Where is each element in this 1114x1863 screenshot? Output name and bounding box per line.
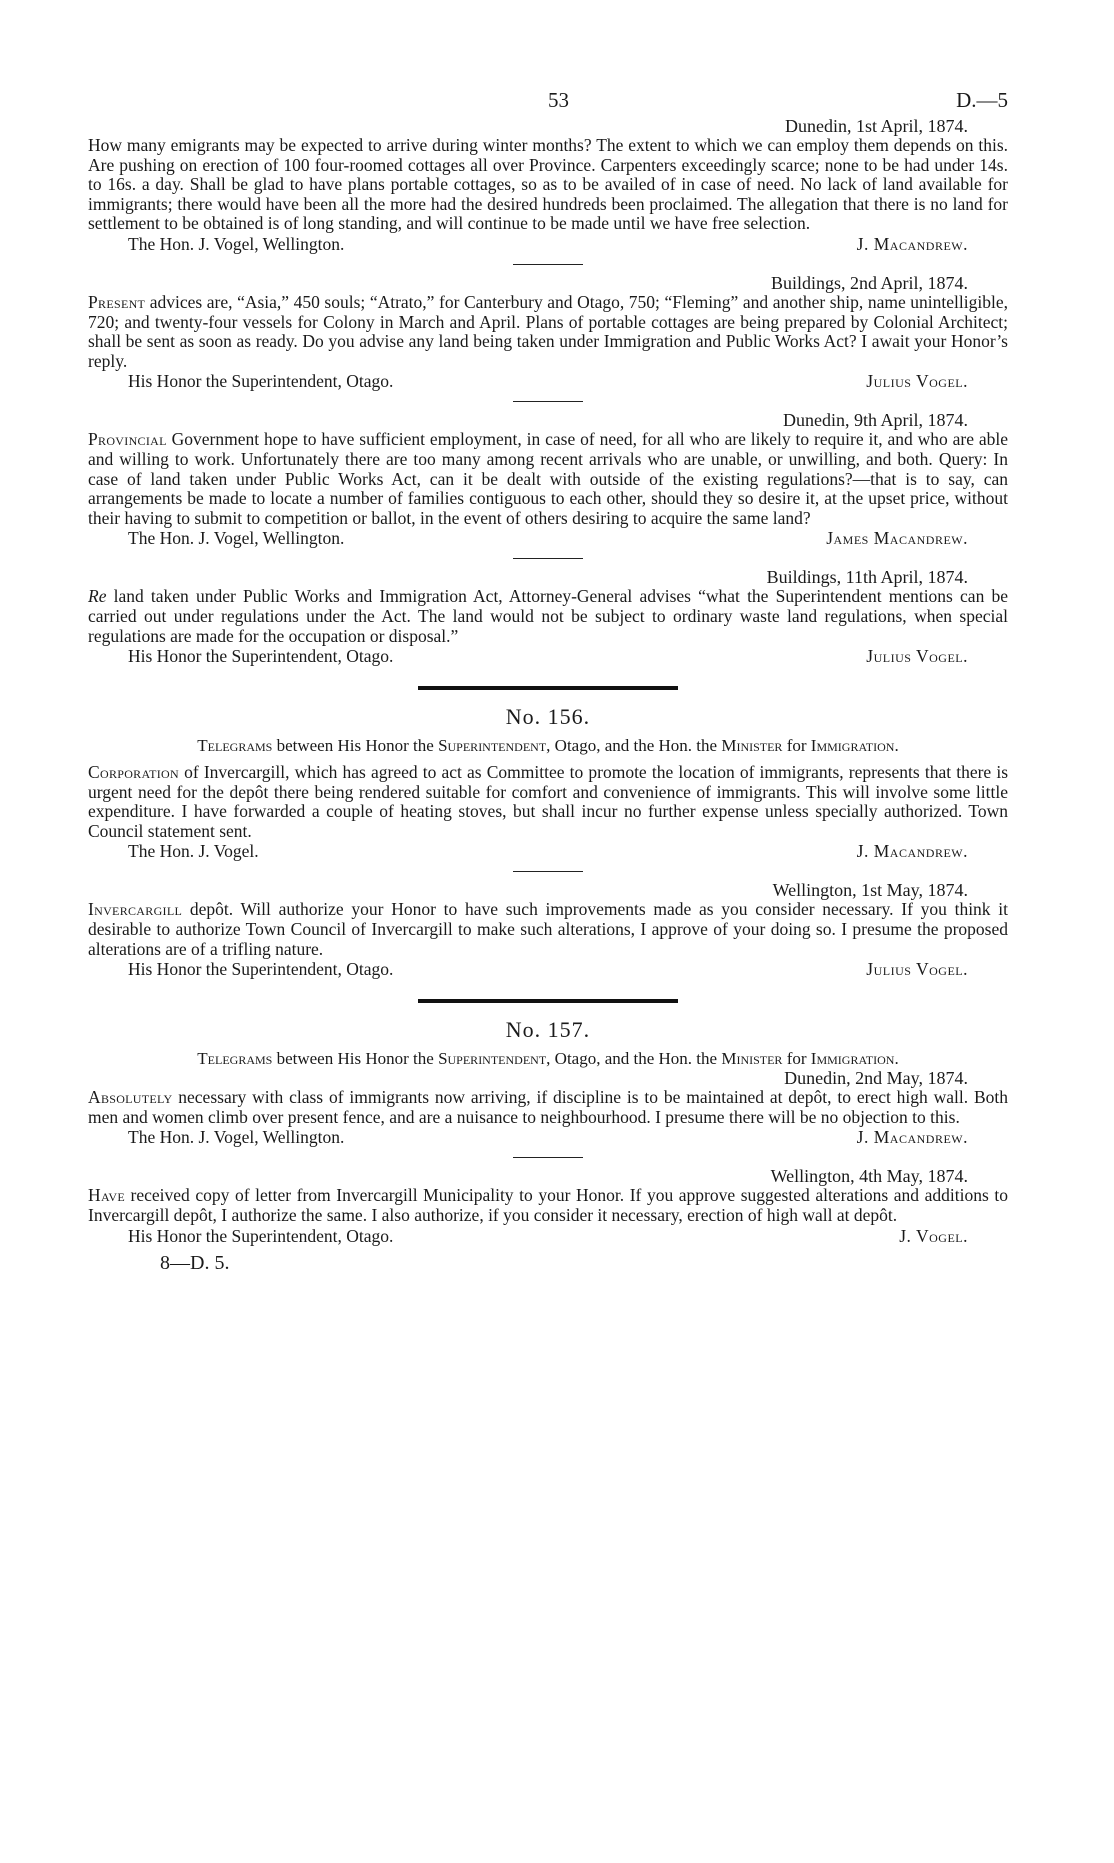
- telegram-lead-word: Re: [88, 586, 107, 607]
- telegram-addressee: His Honor the Superintendent, Otago.: [128, 959, 394, 980]
- section-divider: [418, 999, 678, 1003]
- separator-rule: [513, 558, 583, 559]
- telegram-date: Dunedin, 2nd May, 1874.: [784, 1068, 968, 1089]
- separator-rule: [513, 401, 583, 402]
- telegram-signature: J. Macandrew.: [856, 233, 968, 254]
- telegram-body-text: advices are, “Asia,” 450 souls; “Atrato,” for Canterbury and Otago, 750; “Fleming” and another ship, name unintelligible, 720; and twenty-four vessels for Colony in March and April. Plans of portable cottages are being prepared by Colonial Architect; shall be sent as soon as ready. Do you advise any land being taken under Immigration and Public Works Act? I await your Honor’s reply.: [88, 291, 1008, 371]
- telegram: [88, 116, 1008, 254]
- telegram-lead-word: Present: [88, 291, 146, 312]
- section-description: Telegrams between His Honor the Superintendent, Otago, and the Hon. the Minister for Immigration.: [197, 736, 899, 756]
- telegram: [88, 1166, 1008, 1245]
- telegram-body-text: of Invercargill, which has agreed to act as Committee to promote the location of immigrants, represents that there is urgent need for the depôt there being rendered suitable for comfort and convenience of immigrants. This will involve some little expenditure. I have forwarded a couple of heating stoves, but shall incur no further expense unless specially authorized. Town Council statement sent.: [88, 762, 1008, 841]
- telegram-footer: [88, 371, 1008, 391]
- page-header: [88, 0, 1008, 110]
- telegram-date: Dunedin, 9th April, 1874.: [783, 410, 968, 431]
- telegram-signature: J. Vogel.: [899, 1225, 968, 1246]
- section-156: [88, 704, 1008, 979]
- telegram-addressee: The Hon. J. Vogel, Wellington.: [128, 233, 345, 254]
- separator-rule: [513, 1157, 583, 1158]
- telegram-body: [88, 136, 1008, 234]
- telegram-body-text: Government hope to have sufficient employment, in case of need, for all who are likely to require it, and who are able and willing to work. Unfortunately there are too many among recent arrivals who are unable, or unwilling, and both. Query: In case of land taken under Public Works Act, can it be dealt with outside of the existing regulations?—that is to say, can arrangements be made to locate a number of families contiguous to each other, should they so desire it, at the upset price, without their having to submit to competition or ballot, in the event of others desiring to acquire the same land?: [88, 429, 1008, 528]
- telegram-date: Wellington, 4th May, 1874.: [770, 1166, 968, 1187]
- telegram-addressee: His Honor the Superintendent, Otago.: [128, 1225, 394, 1246]
- telegram-footer: [88, 959, 1008, 979]
- telegram: [88, 880, 1008, 979]
- telegram-body: [88, 430, 1008, 528]
- telegram-lead-word: Invercargill: [88, 899, 183, 920]
- telegram-body: [88, 763, 1008, 841]
- telegram-lead-word: Provincial: [88, 429, 167, 450]
- telegram-body: [88, 587, 1008, 646]
- page-footer-reference: 8—D. 5.: [160, 1251, 230, 1274]
- telegram-addressee: The Hon. J. Vogel, Wellington.: [128, 1127, 345, 1148]
- telegram-footer: [88, 1226, 1008, 1246]
- telegram-body: [88, 900, 1008, 959]
- telegram-signature: Julius Vogel.: [866, 959, 968, 980]
- telegram-signature: Julius Vogel.: [866, 371, 968, 392]
- telegram-lead-word: Corporation: [88, 762, 179, 783]
- telegram: [88, 763, 1008, 861]
- section-title: No. 157.: [505, 1017, 591, 1043]
- telegram-body: [88, 1186, 1008, 1225]
- telegram-body: [88, 1088, 1008, 1127]
- separator-rule: [513, 264, 583, 265]
- telegram-addressee: His Honor the Superintendent, Otago.: [128, 646, 394, 667]
- telegram: [88, 1068, 1008, 1147]
- telegram-body-text: received copy of letter from Invercargill Municipality to your Honor. If you approve suggested alterations and additions to Invercargill depôt, I authorize the same. I also authorize, if you consider it necessary, erection of high wall at depôt.: [88, 1185, 1008, 1226]
- section-title: No. 156.: [505, 704, 591, 730]
- telegram-date: Wellington, 1st May, 1874.: [772, 880, 968, 901]
- telegram-date: Buildings, 2nd April, 1874.: [770, 272, 968, 293]
- separator-rule: [513, 871, 583, 872]
- telegram-body-text: land taken under Public Works and Immigration Act, Attorney-General advises “what the Superintendent mentions can be carried out under regulations under the Act. The land would not be subject to ordinary waste land regulations, when special regulations are made for the occupation or disposal.”: [88, 586, 1008, 646]
- telegram-addressee: The Hon. J. Vogel, Wellington.: [128, 528, 345, 549]
- telegram-signature: J. Macandrew.: [856, 841, 968, 862]
- telegram-signature: James Macandrew.: [826, 528, 968, 549]
- section-description: Telegrams between His Honor the Superintendent, Otago, and the Hon. the Minister for Immigration.: [197, 1049, 899, 1069]
- telegram: [88, 273, 1008, 391]
- telegram: [88, 567, 1008, 666]
- telegram: [88, 410, 1008, 548]
- telegram-footer: [88, 528, 1008, 548]
- telegram-signature: J. Macandrew.: [856, 1127, 968, 1148]
- telegram-date: Dunedin, 1st April, 1874.: [785, 116, 968, 136]
- document-reference: D.—5: [956, 88, 1008, 112]
- section-157: [88, 1017, 1008, 1245]
- telegram-body-text: depôt. Will authorize your Honor to have such improvements made as you consider necessary. If you think it desirable to authorize Town Council of Invercargill to make such alterations, I approve of your doing so. I presume the proposed alterations are of a trifling nature.: [88, 899, 1008, 959]
- telegram-footer: [88, 234, 1008, 254]
- telegram-addressee: His Honor the Superintendent, Otago.: [128, 371, 394, 392]
- telegram-body-text: necessary with class of immigrants now arriving, if discipline is to be maintained at depôt, to erect high wall. Both men and women climb over present fence, and are a nuisance to neighbourhood. I presume there will be no objection to this.: [88, 1087, 1008, 1127]
- telegram-body: [88, 293, 1008, 371]
- telegram-addressee: The Hon. J. Vogel.: [128, 841, 259, 862]
- page-number: 53: [548, 88, 569, 112]
- document-page: [88, 0, 1008, 1275]
- telegram-footer: [88, 841, 1008, 861]
- telegram-lead-word: Absolutely: [88, 1087, 173, 1108]
- telegram-body-text: How many emigrants may be expected to arrive during winter months? The extent to which we can employ them depends on this. Are pushing on erection of 100 four-roomed cottages all over Province. Carpenters exceedingly scarce; none to be had under 14s. to 16s. a day. Shall be glad to have plans portable cottages, so as to be availed of in case of need. No lack of land available for immigrants; there would have been all the more had the desired hundreds been proclaimed. The allegation that there is no land for settlement to be obtained is of long standing, and will continue to be made until we have free selection.: [88, 135, 1008, 234]
- telegram-date: Buildings, 11th April, 1874.: [766, 567, 968, 588]
- telegram-signature: Julius Vogel.: [866, 646, 968, 667]
- telegram-lead-word: Have: [88, 1185, 125, 1206]
- telegram-footer: [88, 646, 1008, 666]
- telegram-footer: [88, 1127, 1008, 1147]
- section-divider: [418, 686, 678, 690]
